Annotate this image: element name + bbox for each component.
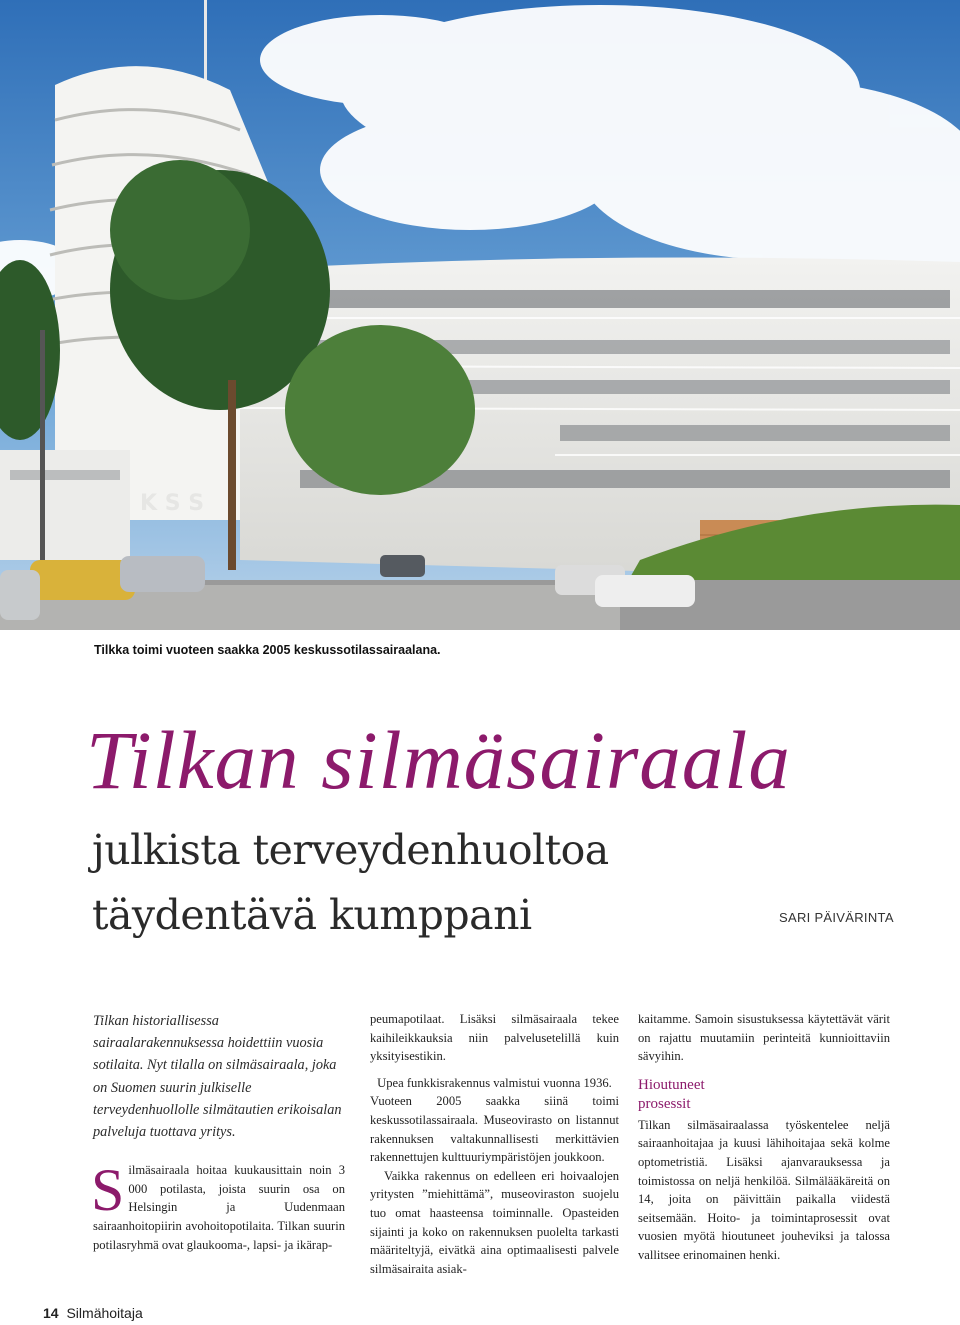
column2-paragraph-1: peumapotilaat. Lisäksi silmäsairaala tekee kaihileikkauksia niin palvelusetelillä kuin yksityisestikin. [370, 1012, 619, 1064]
column2-paragraph-3: Vuoteen 2005 saakka siinä toimi keskussotilassairaala. Museovirasto on listannut rakennuksen valtakunnallisesti merkittävien rakennettujen kulttuuriympäristöjen joukkoon. [370, 1094, 619, 1165]
column2-paragraph-2: Upea funkkisrakennus valmistui vuonna 1936. [377, 1075, 612, 1090]
subheading-line2: prosessit [638, 1095, 691, 1112]
column1-body [91, 1157, 345, 1254]
article-column-3 [638, 1010, 890, 1265]
building-photo [0, 0, 960, 630]
column2-paragraph-4: Vaikka rakennus on edelleen eri hoivaalojen yritysten ”miehittämä”, museoviraston suojelu tuo omat haasteensa toiminnalle. Opasteiden sijainti ja koko on rakennuksen puolelta tarkasti määriteltyjä, eivätkä aina optimaalisesti palvele silmäsairaita asiak- [370, 1168, 619, 1276]
article-column-2 [370, 1010, 619, 1278]
column3-paragraph-1: kaitamme. Samoin sisustuksessa käytettävät värit on rajattu muutamiin perinteitä kunnioittaviin sävyihin. [638, 1012, 890, 1064]
author-byline: SARI PÄIVÄRINTA [779, 910, 894, 925]
photo-caption: Tilkka toimi vuoteen saakka 2005 keskussotilassairaalana. [94, 643, 441, 657]
magazine-name: Silmähoitaja [66, 1305, 143, 1321]
svg-text:K S S: K S S [140, 491, 205, 516]
column3-paragraph-2: Tilkan silmäsairaalassa työskentelee neljä sairaanhoitajaa ja kuusi lähihoitajaa sekä kolme optometristiä. Lisäksi ajanvarauksessa ja toimistossa on neljä henkilöä. Silmälääkäreitä on 14, joita on päivittäin paikalla viidestä seitsemään. Hoito- ja toimintaprosessit ovat vuosien myötä hioutuneet jouheviksi ja talossa vallitsee erinomainen henki. [638, 1117, 890, 1262]
article-column-1 [93, 1010, 345, 1254]
page-footer [43, 1305, 143, 1321]
column3-subheading [638, 1076, 890, 1114]
article-title: Tilkan silmäsairaala [86, 714, 791, 806]
article-subtitle-line2: täydentävä kumppani [92, 891, 532, 939]
drop-cap: S [91, 1157, 125, 1224]
article-lead: Tilkan historiallisessa sairaalarakennuksessa hoidettiin vuosia sotilaita. Nyt tilalla on silmäsairaala, joka on Suomen suurin julkiselle terveydenhuollolle silmätautien erikoisalan palveluja tuottava yritys. [93, 1013, 342, 1141]
column1-paragraph: ilmäsairaala hoitaa kuukausittain noin 3 000 potilasta, joista suurin osa on Helsingin ja Uudenmaan sairaanhoitopiirin avohoitopotilaita. Tilkan suurin potilasryhmä ovat glaukooma-, lapsi- ja ikärap- [93, 1163, 345, 1252]
subheading-line1: Hioutuneet [638, 1076, 705, 1093]
page-number: 14 [43, 1305, 59, 1321]
article-subtitle-line1: julkista terveydenhuoltoa [92, 826, 609, 874]
